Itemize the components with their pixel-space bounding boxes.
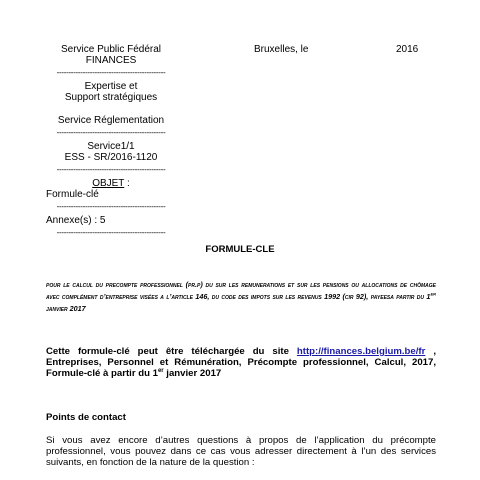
objet-value: Formule-clé (46, 189, 99, 200)
service-reference (46, 141, 176, 163)
download-sup: er (157, 367, 164, 374)
contact-heading: Points de contact (46, 412, 126, 423)
download-suffix: janvier 2017 (163, 368, 222, 379)
org-name-line1: Service Public Fédéral (60, 44, 162, 55)
separator-line: ---------------------------------------------- (56, 128, 166, 137)
year-label: 2016 (396, 44, 419, 55)
subtitle-text: pour le calcul du precompte professionnel (pr.p) du sur les remunerations et sur les pensions ou allocations de chômage avec complément d’entreprise visées a l’article 146, du code des impots sur les revenus 1992 (cir 92), payeesa partir du 1 (46, 280, 436, 301)
objet-label: OBJET (92, 178, 125, 189)
separator-line: ---------------------------------------------- (56, 165, 166, 174)
department-name (46, 81, 176, 103)
objet-colon: : (124, 178, 130, 189)
objet-label-line (46, 178, 176, 189)
org-name (46, 44, 176, 66)
department-line2: Support stratégiques (64, 92, 158, 103)
subtitle-end: janvier 2017 (46, 304, 86, 313)
org-name-line2: FINANCES (85, 55, 137, 66)
document-subtitle (46, 279, 436, 315)
document-title: FORMULE-CLE (205, 244, 275, 255)
reference-number: ESS - SR/2016-1120 (64, 152, 158, 163)
download-middle: , Entreprises, Personnel et Rémunération, Précompte professionnel, Calcul, 2017, Formule-clé à partir du 1 (46, 346, 436, 379)
service-number: Service1/1 (87, 141, 135, 152)
service-reglementation: Service Réglementation (57, 115, 165, 126)
download-paragraph (46, 346, 436, 379)
letterhead-column (46, 44, 176, 241)
separator-line: ---------------------------------------------- (56, 228, 166, 237)
separator-line: ---------------------------------------------- (56, 68, 166, 77)
contact-paragraph: Si vous avez encore d’autres questions à propos de l’application du précompte professionnel, vous pouvez dans ce cas vous adresser directement à l’un des services suivants, en fonction de la nature de la question : (46, 435, 436, 468)
separator-line: ---------------------------------------------- (56, 202, 166, 211)
subtitle-sup: er (430, 291, 436, 298)
annexes-count: Annexe(s) : 5 (46, 215, 106, 226)
department-line1: Expertise et (84, 81, 138, 92)
place-date-label: Bruxelles, le (254, 44, 309, 55)
download-prefix: Cette formule-clé peut être téléchargée du site (46, 346, 297, 357)
finances-website-link[interactable]: http://finances.belgium.be/fr (296, 346, 426, 357)
